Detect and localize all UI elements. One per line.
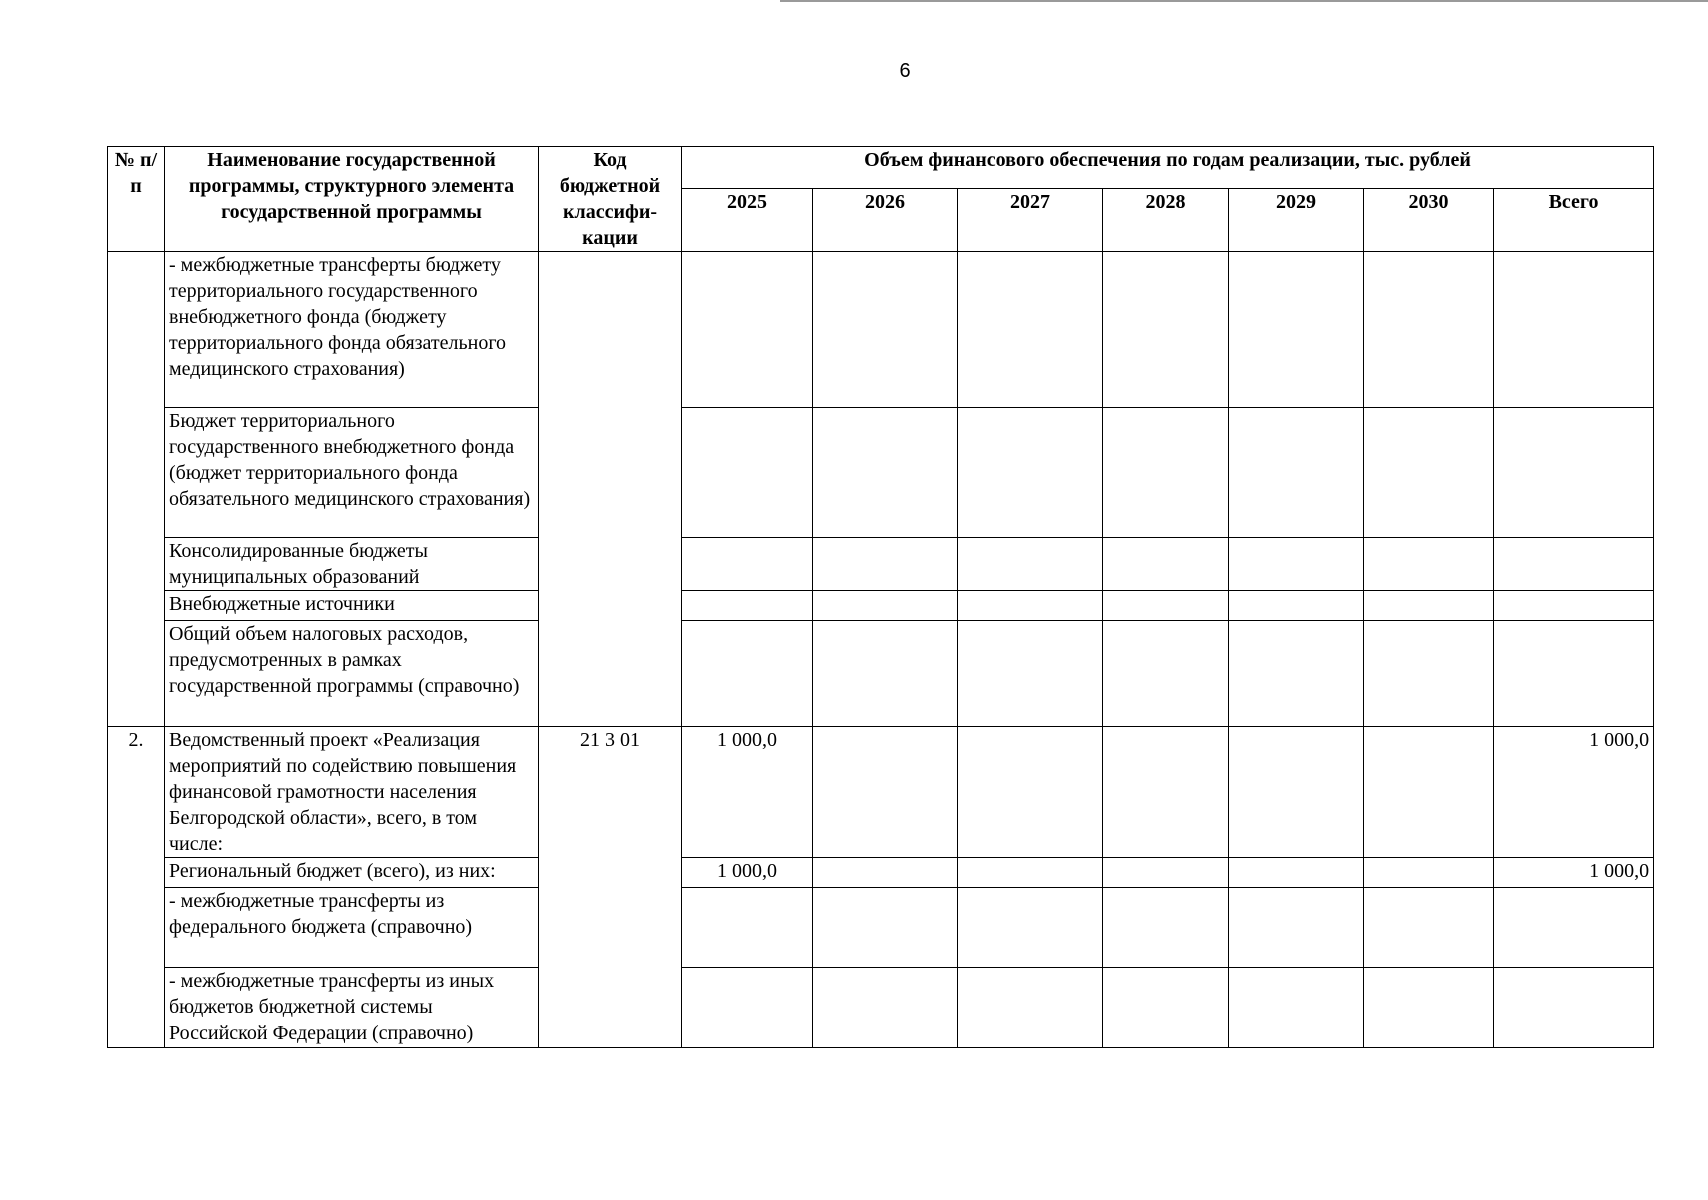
value-2029 (1229, 252, 1364, 408)
row-name: Бюджет территориального государственного внебюджетного фонда (бюджет территориального фонда обязательного медицинского страхования) (165, 408, 539, 538)
value-total: 1 000,0 (1494, 858, 1654, 888)
table-row (108, 408, 1654, 538)
row-num: 2. (108, 727, 165, 1048)
value-2025 (682, 591, 813, 621)
value-2026 (813, 252, 958, 408)
value-2028 (1103, 591, 1229, 621)
value-2030 (1364, 858, 1494, 888)
value-2025 (682, 888, 813, 968)
value-2026 (813, 968, 958, 1048)
value-2028 (1103, 252, 1229, 408)
header-year-2030: 2030 (1364, 188, 1494, 251)
row-name: Внебюджетные источники (165, 591, 539, 621)
row-code: 21 3 01 (539, 727, 682, 1048)
value-2028 (1103, 968, 1229, 1048)
row-name: Консолидированные бюджеты муниципальных образований (165, 538, 539, 591)
value-2029 (1229, 858, 1364, 888)
header-year-2028: 2028 (1103, 188, 1229, 251)
header-year-2029: 2029 (1229, 188, 1364, 251)
value-2026 (813, 538, 958, 591)
value-2025 (682, 252, 813, 408)
table-row (108, 538, 1654, 591)
value-2029 (1229, 538, 1364, 591)
value-2027 (958, 968, 1103, 1048)
value-2027 (958, 408, 1103, 538)
value-2030 (1364, 621, 1494, 727)
value-total (1494, 252, 1654, 408)
header-year-2025: 2025 (682, 188, 813, 251)
value-total (1494, 968, 1654, 1048)
table-row (108, 968, 1654, 1048)
row-name: - межбюджетные трансферты из федерального бюджета (справочно) (165, 888, 539, 968)
value-2027 (958, 858, 1103, 888)
financing-table (107, 146, 1654, 1048)
row-name: Ведомственный проект «Реализация мероприятий по содействию повышения финансовой грамотности населения Белгородской области», всего, в том числе: (165, 727, 539, 858)
value-2028 (1103, 888, 1229, 968)
table-row (108, 727, 1654, 858)
value-total (1494, 888, 1654, 968)
top-border-line (780, 0, 1708, 2)
value-2028 (1103, 408, 1229, 538)
value-2029 (1229, 621, 1364, 727)
header-row-1 (108, 147, 1654, 189)
value-2030 (1364, 538, 1494, 591)
value-2030 (1364, 968, 1494, 1048)
value-2029 (1229, 968, 1364, 1048)
header-total: Всего (1494, 188, 1654, 251)
value-total (1494, 621, 1654, 727)
row-name: Региональный бюджет (всего), из них: (165, 858, 539, 888)
value-2028 (1103, 858, 1229, 888)
table-row (108, 858, 1654, 888)
value-2025 (682, 538, 813, 591)
table-row (108, 252, 1654, 408)
value-2025 (682, 968, 813, 1048)
header-num: № п/п (108, 147, 165, 252)
value-total (1494, 591, 1654, 621)
value-total: 1 000,0 (1494, 727, 1654, 858)
value-2028 (1103, 727, 1229, 858)
value-2030 (1364, 591, 1494, 621)
value-2027 (958, 621, 1103, 727)
value-2028 (1103, 621, 1229, 727)
value-2027 (958, 727, 1103, 858)
value-2030 (1364, 408, 1494, 538)
row-name: - межбюджетные трансферты бюджету территориального государственного внебюджетного фонда (бюджету территориального фонда обязательного медицинского страхования) (165, 252, 539, 408)
table-row (108, 888, 1654, 968)
value-2030 (1364, 888, 1494, 968)
header-code: Код бюджетной классифи-кации (539, 147, 682, 252)
value-2025 (682, 621, 813, 727)
value-2030 (1364, 252, 1494, 408)
value-total (1494, 538, 1654, 591)
value-2029 (1229, 591, 1364, 621)
row-name: - межбюджетные трансферты из иных бюджетов бюджетной системы Российской Федерации (справочно) (165, 968, 539, 1048)
value-2025 (682, 408, 813, 538)
value-2026 (813, 621, 958, 727)
row-num-cell (108, 252, 165, 727)
value-2029 (1229, 727, 1364, 858)
value-2027 (958, 888, 1103, 968)
value-2028 (1103, 538, 1229, 591)
row-name: Общий объем налоговых расходов, предусмотренных в рамках государственной программы (справочно) (165, 621, 539, 727)
value-2027 (958, 591, 1103, 621)
value-2026 (813, 408, 958, 538)
table-row (108, 621, 1654, 727)
value-total (1494, 408, 1654, 538)
header-year-2027: 2027 (958, 188, 1103, 251)
value-2029 (1229, 408, 1364, 538)
header-funding: Объем финансового обеспечения по годам реализации, тыс. рублей (682, 147, 1654, 189)
header-name: Наименование государственной программы, структурного элемента государственной программы (165, 147, 539, 252)
value-2029 (1229, 888, 1364, 968)
header-year-2026: 2026 (813, 188, 958, 251)
value-2026 (813, 888, 958, 968)
page-number: 6 (899, 60, 911, 82)
value-2030 (1364, 727, 1494, 858)
table-row (108, 591, 1654, 621)
value-2026 (813, 591, 958, 621)
row-code-cell (539, 252, 682, 727)
value-2026 (813, 858, 958, 888)
value-2027 (958, 538, 1103, 591)
value-2027 (958, 252, 1103, 408)
value-2026 (813, 727, 958, 858)
value-2025: 1 000,0 (682, 727, 813, 858)
value-2025: 1 000,0 (682, 858, 813, 888)
